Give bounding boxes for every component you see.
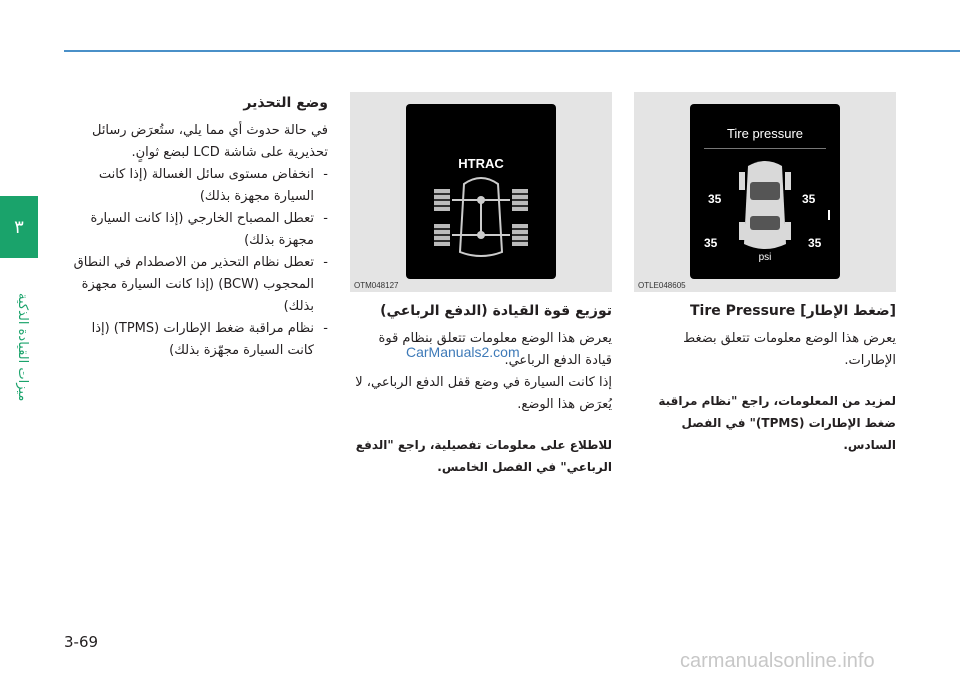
pressure-unit: psi [758,252,772,263]
list-item: - نظام مراقبة ضغط الإطارات (TPMS) (إذا كانت السيارة مجهّزة بذلك) [68,318,328,362]
tire-front-left-value: 35 [708,192,722,206]
tire-pressure-figure [634,92,896,292]
figure-code: OTLE048605 [638,281,686,290]
tire-pressure-title: Tire pressure [726,126,804,141]
chapter-vertical-title: ميزات القيادة الذكية [15,292,30,402]
warning-list [68,164,328,362]
awd-chassis-icon [406,104,556,279]
chapter-number-tab: ٣ [0,196,38,258]
tire-front-right-value: 35 [802,192,816,206]
tire-pressure-para: يعرض هذا الوضع معلومات تتعلق بضغط الإطارات. [683,331,896,368]
tire-pressure-heading: [ضغط الإطار] Tire Pressure [689,303,896,319]
drive-distribution-heading: توزيع قوة القيادة (الدفع الرباعي) [380,303,612,319]
page-number: 3-69 [64,633,99,651]
tire-pressure-note: لمزيد من المعلومات، راجع "نظام مراقبة ضغط الإطارات (TPMS)" في الفصل السادس. [658,394,896,452]
warning-mode-section [68,92,328,362]
tire-pressure-display [690,104,840,279]
chapter-sidebar [0,0,38,677]
warning-mode-intro: في حالة حدوث أي مما يلي، ستُعرَض رسائل تحذيرية على شاشة LCD لبضع ثوانٍ. [91,123,328,160]
drive-distribution-note: للاطلاع على معلومات تفصيلية، راجع "الدفع الرباعي" في الفصل الخامس. [355,438,612,474]
list-item: - تعطل نظام التحذير من الاصطدام في النطاق المحجوب (BCW) (إذا كانت السيارة مجهزة بذلك) [68,252,328,318]
watermark-site: carmanualsonline.info [680,650,875,672]
htrac-figure [350,92,612,292]
tire-rear-right-value: 35 [808,236,822,250]
list-item: - انخفاض مستوى سائل الغسالة (إذا كانت السيارة مجهزة بذلك) [68,164,328,208]
htrac-display [406,104,556,279]
htrac-title: HTRAC [458,156,504,171]
warning-mode-heading: وضع التحذير [243,95,328,111]
watermark-carmanuals2: CarManuals2.com [406,344,520,360]
drive-distribution-section [350,92,612,478]
drive-distribution-para1: يعرض هذا الوضع معلومات تتعلق بنظام قوة قيادة الدفع الرباعي. [378,331,612,368]
tire-rear-left-value: 35 [704,236,718,250]
header-rule [64,50,960,52]
tire-pressure-section [634,92,896,456]
drive-distribution-para2: إذا كانت السيارة في وضع قفل الدفع الرباعي، لا يُعرَض هذا الوضع. [355,375,612,412]
figure-code: OTM048127 [354,281,399,290]
list-item: - تعطل المصباح الخارجي (إذا كانت السيارة مجهزة بذلك) [68,208,328,252]
